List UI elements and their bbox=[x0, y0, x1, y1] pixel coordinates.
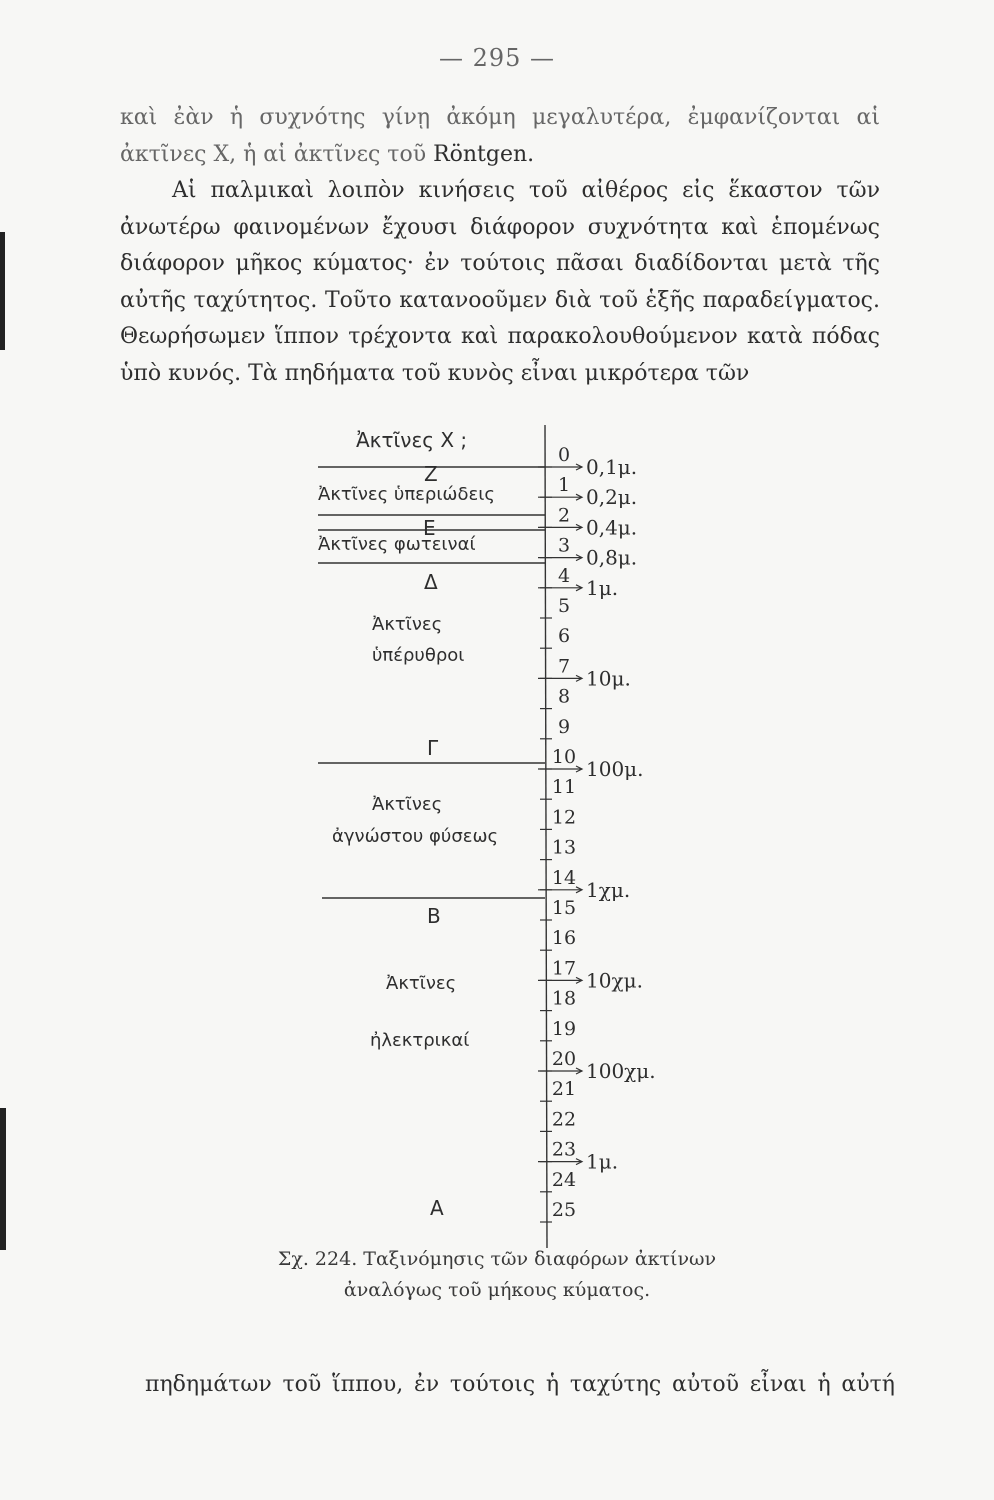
region-label-ultraviolet: Ἀκτῖνες ὑπεριώδεις bbox=[318, 484, 495, 505]
region-label-x-rays: Ἀκτῖνες X ; bbox=[356, 428, 468, 452]
scale-number: 12 bbox=[551, 806, 577, 829]
scale-number: 4 bbox=[557, 564, 571, 587]
wavelength-label: 1μ. bbox=[586, 1149, 619, 1174]
scale-number: 16 bbox=[551, 927, 577, 950]
wavelength-label: 100χμ. bbox=[586, 1059, 656, 1083]
top-paragraph-1-text: καὶ ἐὰν ἡ συχνότης γίνῃ ἀκόμη μεγαλυτέρα, ἐμφανίζονται αἱ ἀκτῖνες X, ἡ αἱ ἀκτῖνες τοῦ bbox=[120, 105, 880, 167]
wavelength-label: 1χμ. bbox=[586, 877, 631, 902]
wavelength-label: 0,4μ. bbox=[586, 515, 638, 540]
wavelength-label: 0,8μ. bbox=[586, 545, 638, 570]
scale-number: 11 bbox=[551, 776, 577, 799]
scale-number: 14 bbox=[551, 866, 577, 889]
rontgen-word: Röntgen. bbox=[433, 141, 535, 167]
scale-number: 20 bbox=[551, 1048, 577, 1070]
figure-caption bbox=[0, 1244, 994, 1306]
top-paragraph-2: Αἱ παλμικαὶ λοιπὸν κινήσεις τοῦ αἰθέρος εἰς ἕκαστον τῶν ἀνωτέρω φαινομένων ἔχουσι διάφορον συχνότητα καὶ ἑπομένως διάφορον μῆκος κύματος· ἐν τούτοις πᾶσαι διαδίδονται μετὰ τῆς αὐτῆς ταχύτητος. Τοῦτο κατανοοῦμεν διὰ τοῦ ἑξῆς παραδείγματος. Θεωρήσωμεν ἵππον τρέχοντα καὶ παρακολουθούμενον κατὰ πόδας ὑπὸ κυνός. Τὰ πηδήματα τοῦ κυνὸς εἶναι μικρότερα τῶν bbox=[120, 178, 880, 386]
scale-number: 10 bbox=[551, 746, 577, 768]
bottom-text-line: πηδημάτων τοῦ ἵππου, ἐν τούτοις ἡ ταχύτης αὐτοῦ εἶναι ἡ αὐτή bbox=[145, 1372, 895, 1397]
region-label-visible: Ἀκτῖνες φωτειναί bbox=[318, 534, 476, 555]
caption-line-2: ἀναλόγως τοῦ μήκους κύματος. bbox=[343, 1279, 651, 1301]
scale-number: 9 bbox=[557, 715, 571, 738]
scale-number: 15 bbox=[551, 897, 577, 919]
band-letter-delta: Δ bbox=[424, 570, 438, 594]
page-number: — 295 — bbox=[438, 44, 556, 72]
region-label-infrared-line1: Ἀκτῖνες bbox=[372, 614, 443, 635]
scale-number: 19 bbox=[551, 1017, 577, 1040]
wavelength-label: 10χμ. bbox=[586, 968, 643, 993]
wavelength-label: 100μ. bbox=[586, 757, 644, 781]
scale-number: 17 bbox=[551, 957, 577, 980]
wavelength-label: 0,2μ. bbox=[586, 485, 638, 510]
band-letter-epsilon: Ε bbox=[423, 516, 436, 540]
band-letter-beta: Β bbox=[427, 904, 441, 928]
scale-number: 24 bbox=[551, 1168, 577, 1191]
wavelength-label: 0,1μ. bbox=[586, 455, 638, 479]
scale-number: 2 bbox=[557, 504, 571, 527]
region-label-infrared-line2: ὑπέρυθροι bbox=[372, 645, 465, 666]
scale-number: 18 bbox=[551, 987, 577, 1010]
scale-number: 0 bbox=[557, 444, 571, 466]
scale-number: 6 bbox=[557, 625, 571, 648]
wavelength-label: 10μ. bbox=[586, 666, 631, 691]
scale-number: 5 bbox=[557, 595, 571, 617]
band-letter-alpha: Α bbox=[430, 1196, 444, 1220]
scale-number: 25 bbox=[551, 1199, 577, 1221]
scale-number: 21 bbox=[551, 1078, 577, 1101]
band-letter-zeta: Ζ bbox=[424, 462, 438, 486]
region-label-unknown-line2: ἀγνώστου φύσεως bbox=[332, 826, 499, 847]
scale-number: 3 bbox=[557, 534, 571, 557]
scale-number: 1 bbox=[557, 474, 571, 497]
scale-number: 22 bbox=[551, 1108, 577, 1131]
caption-line-1: Σχ. 224. Ταξινόμησις τῶν διαφόρων ἀκτίνων bbox=[277, 1248, 717, 1270]
region-label-unknown-line1: Ἀκτῖνες bbox=[372, 794, 443, 815]
band-letter-gamma: Γ bbox=[427, 736, 439, 760]
scale-number: 13 bbox=[551, 836, 577, 859]
scale-number: 7 bbox=[557, 655, 571, 678]
region-label-electric-line1: Ἀκτῖνες bbox=[386, 973, 457, 994]
region-label-electric-line2: ἠλεκτρικαί bbox=[370, 1030, 470, 1051]
scale-number: 23 bbox=[551, 1138, 577, 1161]
vertical-scale-axis bbox=[545, 425, 547, 1248]
wavelength-label: 1μ. bbox=[586, 575, 619, 600]
scale-number: 8 bbox=[557, 685, 571, 708]
